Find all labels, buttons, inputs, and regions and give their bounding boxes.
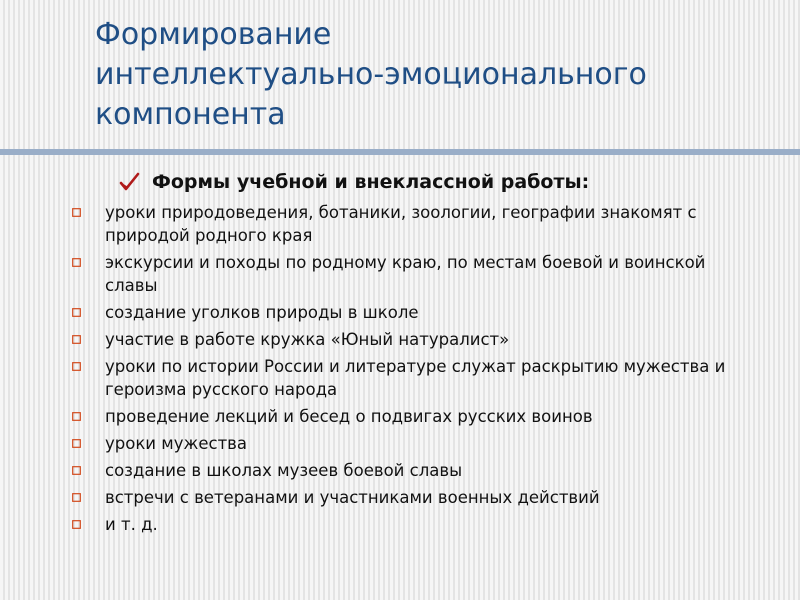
subheading-text: Формы учебной и внеклассной работы: (152, 171, 590, 193)
list-item-text: создание уголков природы в школе (105, 303, 419, 322)
hollow-square-bullet-icon (72, 335, 81, 344)
hollow-square-bullet-icon (72, 308, 81, 317)
list-item-text: и т. д. (105, 515, 158, 534)
list-item (72, 405, 762, 428)
hollow-square-bullet-icon (72, 362, 81, 371)
list-item (72, 251, 762, 297)
slide-title-line: компонента (95, 97, 286, 132)
list-item-text: уроки природоведения, ботаники, зоологии, географии знакомят с природой родного края (105, 203, 697, 245)
hollow-square-bullet-icon (72, 412, 81, 421)
list-item (72, 432, 762, 455)
section-subheading (118, 167, 589, 197)
hollow-square-bullet-icon (72, 208, 81, 217)
list-item (72, 328, 762, 351)
hollow-square-bullet-icon (72, 466, 81, 475)
bullet-list (72, 201, 762, 540)
list-item (72, 301, 762, 324)
checkmark-icon (118, 171, 140, 193)
slide-title-line: интеллектуально-эмоционального (95, 57, 647, 92)
slide-title-line: Формирование (95, 17, 332, 52)
hollow-square-bullet-icon (72, 439, 81, 448)
list-item (72, 355, 762, 401)
list-item-text: уроки по истории России и литературе служат раскрытию мужества и героизма русского народа (105, 357, 726, 399)
list-item (72, 513, 762, 536)
list-item (72, 201, 762, 247)
list-item-text: создание в школах музеев боевой славы (105, 461, 463, 480)
list-item-text: экскурсии и походы по родному краю, по местам боевой и воинской славы (105, 253, 706, 295)
list-item-text: уроки мужества (105, 434, 248, 453)
list-item-text: участие в работе кружка «Юный натуралист» (105, 330, 510, 349)
hollow-square-bullet-icon (72, 258, 81, 267)
list-item-text: встречи с ветеранами и участниками военных действий (105, 488, 600, 507)
list-item (72, 486, 762, 509)
list-item (72, 459, 762, 482)
hollow-square-bullet-icon (72, 493, 81, 502)
hollow-square-bullet-icon (72, 520, 81, 529)
list-item-text: проведение лекций и бесед о подвигах русских воинов (105, 407, 593, 426)
slide-title (95, 15, 785, 135)
title-divider (0, 149, 800, 155)
